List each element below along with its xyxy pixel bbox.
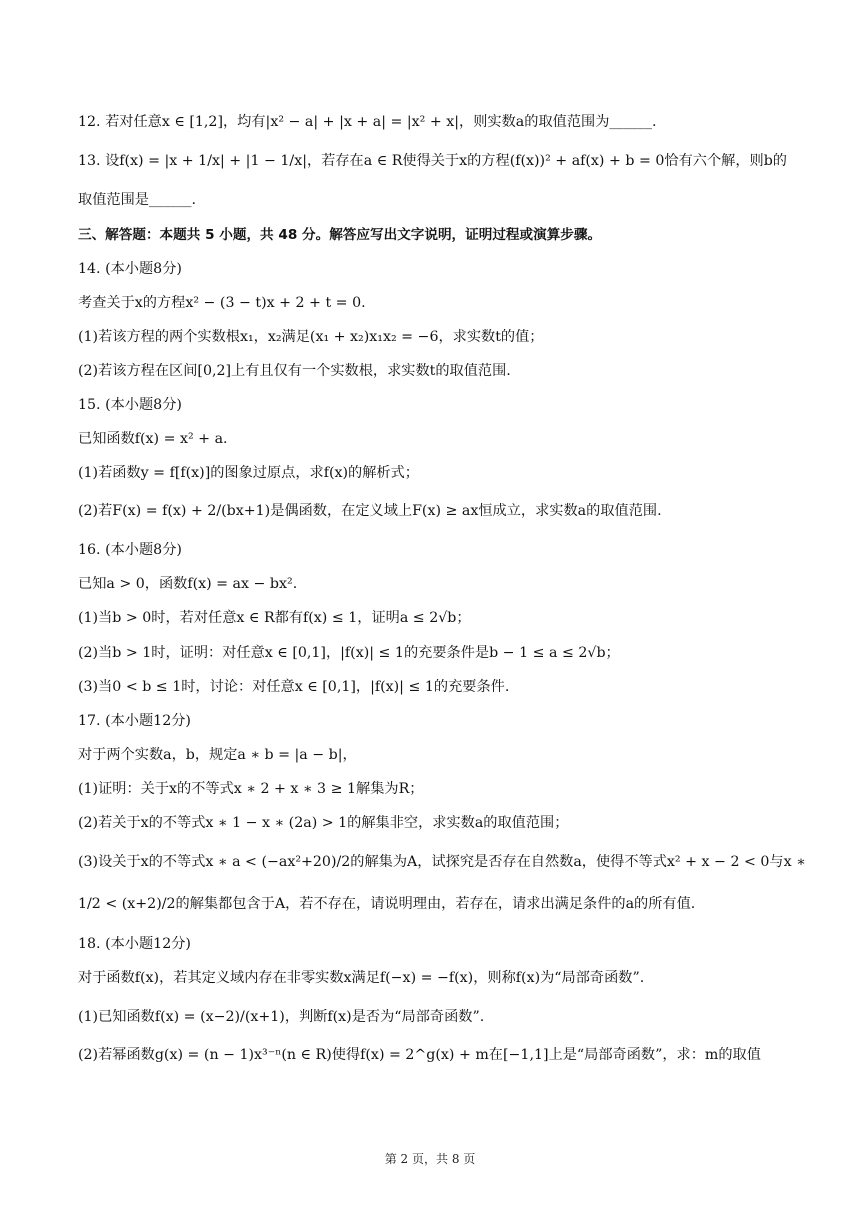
q12-line: 12. 若对任意x ∈ [1,2]，均有|x² − a| + |x + a| = |x² + x|，则实数a的取值范围为______.: [78, 114, 657, 130]
q15-stem: 已知函数f(x) = x² + a.: [78, 431, 228, 447]
q16-part2: (2)当b > 1时，证明：对任意x ∈ [0,1]，|f(x)| ≤ 1的充要条件是b − 1 ≤ a ≤ 2√b；: [78, 645, 620, 661]
q14-part2: (2)若该方程在区间[0,2]上有且仅有一个实数根，求实数t的取值范围.: [78, 363, 511, 379]
q14-stem: 考查关于x的方程x² − (3 − t)x + 2 + t = 0.: [78, 295, 366, 311]
q17-part2: (2)若关于x的不等式x ∗ 1 − x ∗ (2a) > 1的解集非空，求实数a的取值范围；: [78, 815, 569, 831]
q16-stem: 已知a > 0，函数f(x) = ax − bx².: [78, 576, 298, 592]
q14-part1: (1)若该方程的两个实数根x₁，x₂满足(x₁ + x₂)x₁x₂ = −6，求实数t的值；: [78, 329, 544, 345]
q17-part3-cont: 1/2 < (x+2)/2的解集都包含于A，若不存在，请说明理由，若存在，请求出满足条件的a的所有值.: [78, 896, 696, 912]
q15-part2: (2)若F(x) = f(x) + 2/(bx+1)是偶函数，在定义域上F(x) ≥ ax恒成立，求实数a的取值范围.: [78, 503, 662, 519]
q16-part3: (3)当0 < b ≤ 1时，讨论：对任意x ∈ [0,1]，|f(x)| ≤ 1的充要条件.: [78, 679, 510, 695]
q17-header: 17. (本小题12分): [78, 713, 191, 729]
q17-part1: (1)证明：关于x的不等式x ∗ 2 + x ∗ 3 ≥ 1解集为R；: [78, 781, 424, 797]
q15-header: 15. (本小题8分): [78, 397, 182, 413]
q17-stem: 对于两个实数a，b，规定a ∗ b = |a − b|，: [78, 747, 357, 763]
q13-line-cont: 取值范围是______.: [78, 192, 197, 208]
q18-stem: 对于函数f(x)，若其定义域内存在非零实数x满足f(−x) = −f(x)，则称f(x)为“局部奇函数”.: [78, 970, 645, 986]
q18-header: 18. (本小题12分): [78, 936, 191, 952]
q17-part3: (3)设关于x的不等式x ∗ a < (−ax²+20)/2的解集为A，试探究是否存在自然数a，使得不等式x² + x − 2 < 0与x ∗: [78, 854, 806, 870]
q13-line: 13. 设f(x) = |x + 1/x| + |1 − 1/x|，若存在a ∈ R使得关于x的方程(f(x))² + af(x) + b = 0恰有六个解，则b的: [78, 153, 787, 169]
q14-header: 14. (本小题8分): [78, 261, 182, 277]
q16-part1: (1)当b > 0时，若对任意x ∈ R都有f(x) ≤ 1，证明a ≤ 2√b；: [78, 610, 471, 626]
q15-part1: (1)若函数y = f[f(x)]的图象过原点，求f(x)的解析式；: [78, 465, 419, 481]
q16-header: 16. (本小题8分): [78, 542, 182, 558]
page-footer: 第 2 页，共 8 页: [384, 1152, 476, 1166]
section-heading: 三、解答题：本题共 5 小题，共 48 分。解答应写出文字说明，证明过程或演算步骤。: [78, 227, 602, 243]
q18-part2: (2)若幂函数g(x) = (n − 1)x³⁻ⁿ(n ∈ R)使得f(x) = 2^g(x) + m在[−1,1]上是“局部奇函数”，求：m的取值: [78, 1047, 761, 1063]
q18-part1: (1)已知函数f(x) = (x−2)/(x+1)，判断f(x)是否为“局部奇函数”.: [78, 1009, 485, 1025]
